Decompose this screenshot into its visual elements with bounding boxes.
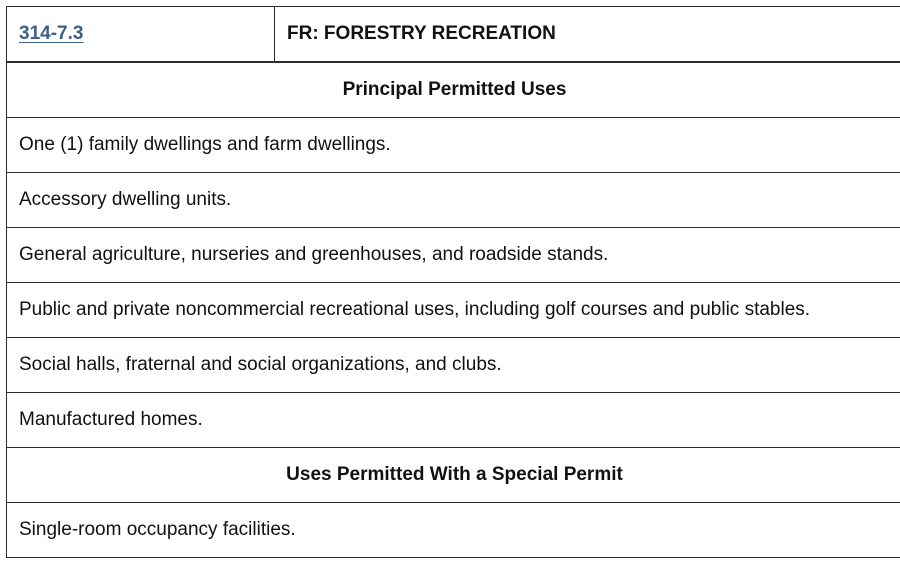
section-heading-special-permit: Uses Permitted With a Special Permit: [7, 448, 900, 503]
table-row: Manufactured homes.: [7, 393, 900, 448]
table-row: General agriculture, nurseries and greenhouses, and roadside stands.: [7, 228, 900, 283]
table-row: Public and private noncommercial recreational uses, including golf courses and public stables.: [7, 283, 900, 338]
table-row: Social halls, fraternal and social organizations, and clubs.: [7, 338, 900, 393]
section-heading-principal: Principal Permitted Uses: [7, 63, 900, 118]
table-row: Single-room occupancy facilities.: [7, 503, 900, 558]
table-header-row: [7, 6, 900, 63]
district-title: FR: FORESTRY RECREATION: [287, 23, 556, 44]
table-row: Accessory dwelling units.: [7, 173, 900, 228]
table-row: One (1) family dwellings and farm dwellings.: [7, 118, 900, 173]
section-code-cell: [7, 7, 275, 61]
zoning-use-table: [6, 6, 900, 558]
section-code-link[interactable]: 314-7.3: [19, 23, 84, 44]
